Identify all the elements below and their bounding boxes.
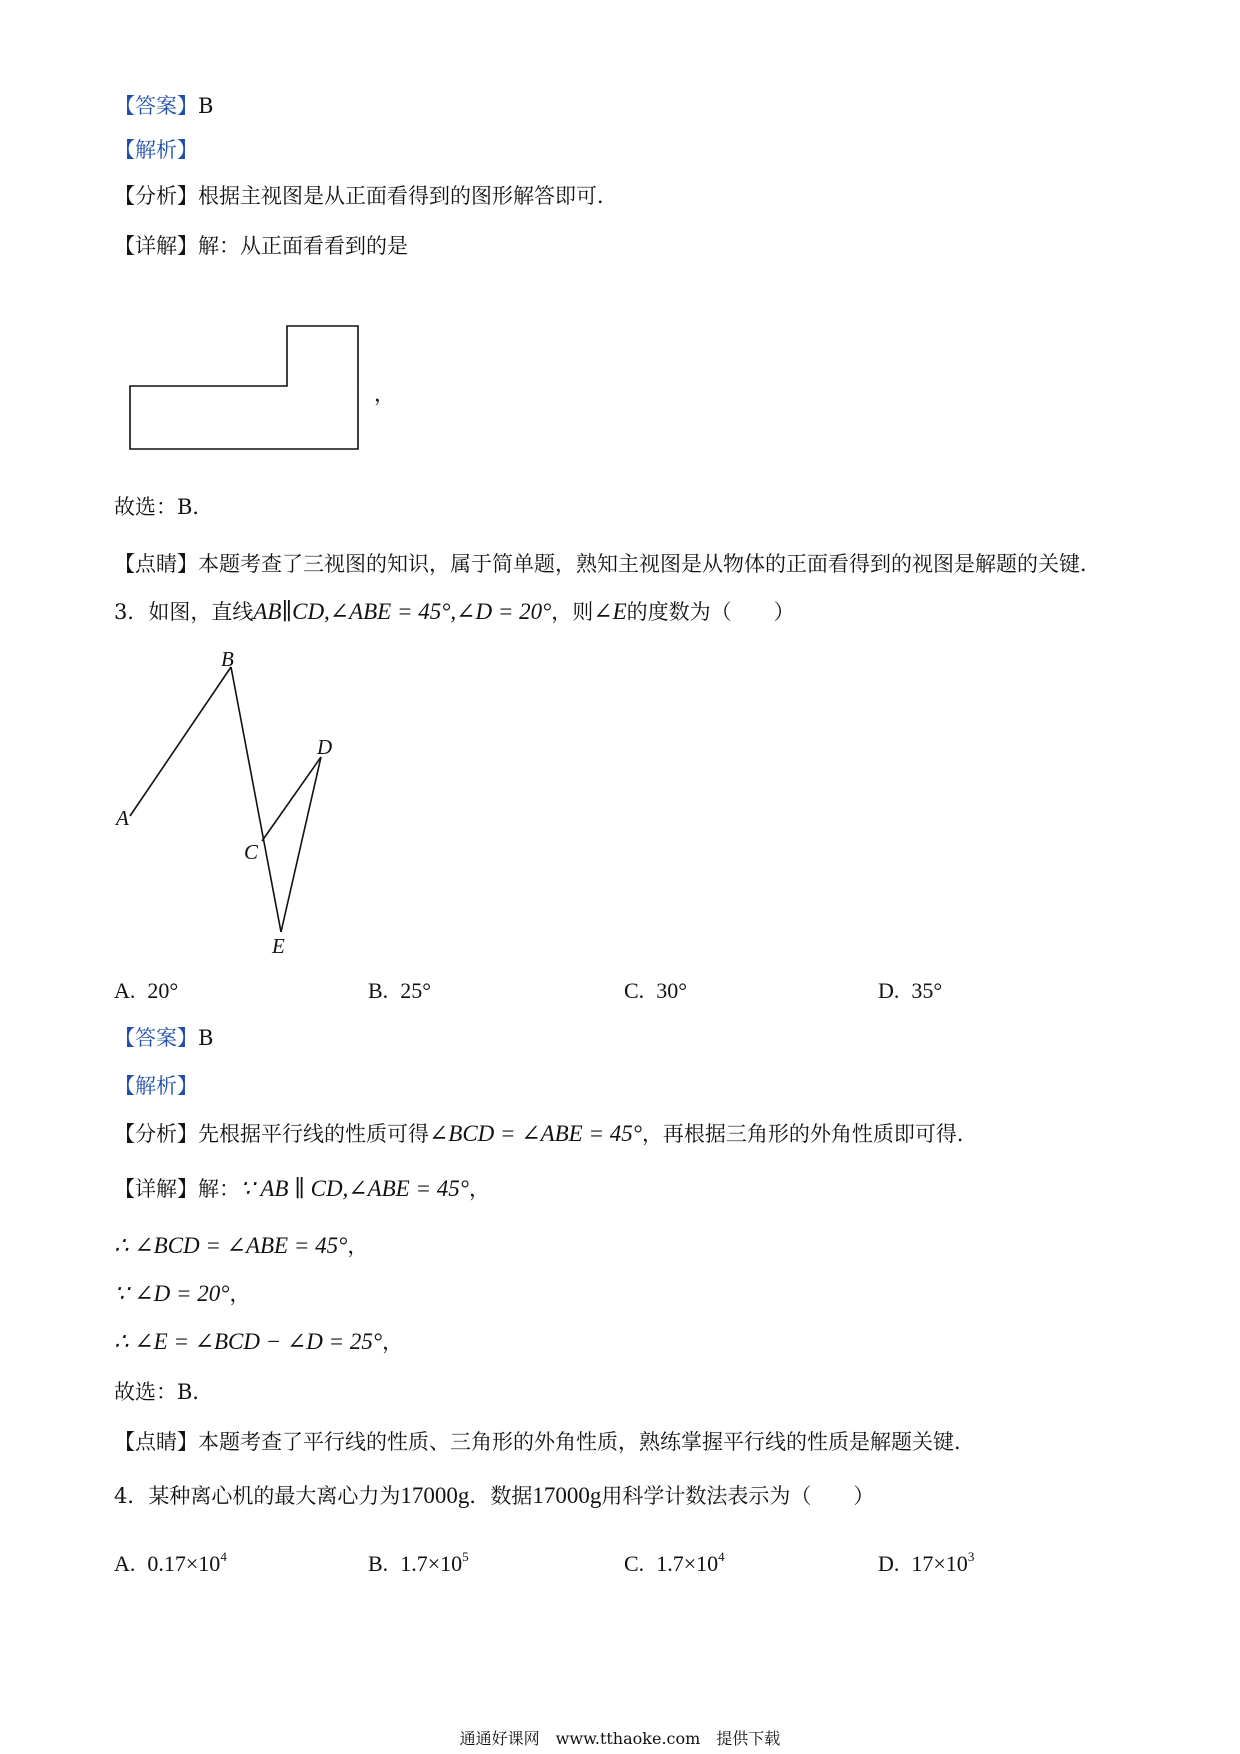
q2-fenxi-text: 根据主视图是从正面看得到的图形解答即可． — [198, 184, 618, 208]
q3-dianjing-line — [114, 1428, 975, 1456]
q3-xiangjie-post: ， — [468, 1177, 490, 1201]
q2-dianjing-text: 本题考查了三视图的知识，属于简单题，熟知主视图是从物体的正面看得到的视图是解题的关键． — [198, 552, 1101, 576]
q3-dianjing-text: 本题考查了平行线的性质、三角形的外角性质，熟练掌握平行线的性质是解题关键． — [198, 1430, 975, 1454]
q3-xiangjie-line — [114, 1175, 490, 1203]
q3-option-b-value: 25° — [400, 978, 431, 1003]
q3-answer-line — [114, 1024, 213, 1052]
q3-step-3-math: ∴ ∠E = ∠BCD − ∠D = 25° — [114, 1329, 383, 1354]
q4-option-b-base: 1.7×10 — [400, 1551, 463, 1576]
q3-option-b[interactable] — [368, 977, 431, 1005]
segment-ab — [130, 667, 231, 816]
segment-be — [231, 667, 281, 932]
label-b: B — [221, 647, 234, 671]
q3-option-d-label: D. — [878, 978, 900, 1003]
q4-stem-val1: 17000g — [400, 1483, 470, 1508]
q3-guxuan: 故选：B． — [114, 1380, 214, 1404]
q4-option-a[interactable] — [114, 1550, 227, 1578]
q3-xiangjie-math: ∵ AB ∥ CD,∠ABE = 45° — [240, 1176, 469, 1201]
q3-stem-prefix: 3．如图，直线 — [114, 600, 254, 624]
q2-dianjing-tag: 【点睛】 — [114, 552, 198, 576]
q3-step-1-math: ∴ ∠BCD = ∠ABE = 45° — [114, 1233, 348, 1258]
q3-option-d-value: 35° — [911, 978, 943, 1003]
q3-step-3 — [114, 1328, 403, 1356]
q2-jiexi-tag: 【解析】 — [114, 138, 198, 162]
q3-dianjing-tag: 【点睛】 — [114, 1430, 198, 1454]
q3-step-2 — [114, 1280, 250, 1308]
q2-fenxi-tag: 【分析】 — [114, 184, 198, 208]
q3-option-a-label: A. — [114, 978, 136, 1003]
q3-fenxi-tag: 【分析】 — [114, 1122, 198, 1146]
q3-fenxi-post: ，再根据三角形的外角性质即可得． — [641, 1122, 978, 1146]
q3-answer-tag: 【答案】 — [114, 1026, 198, 1050]
segment-de — [281, 757, 321, 932]
q3-stem-math2: ∠E — [593, 599, 627, 624]
q3-option-b-label: B. — [368, 978, 389, 1003]
q3-step-3-post: ， — [382, 1330, 404, 1354]
q3-option-a[interactable] — [114, 977, 178, 1005]
q2-front-view-figure — [0, 0, 1240, 480]
q4-stem-prefix: 4．某种离心机的最大离心力为 — [114, 1484, 401, 1508]
q4-option-d-exp: 3 — [967, 1549, 975, 1564]
label-d: D — [317, 735, 333, 759]
q3-jiexi-tag: 【解析】 — [114, 1074, 198, 1098]
q2-dianjing-line — [114, 550, 1101, 578]
q3-jiexi — [114, 1072, 198, 1100]
q2-answer-tag: 【答案】 — [114, 94, 198, 118]
q3-option-a-value: 20° — [147, 978, 179, 1003]
q4-stem-mid: ．数据 — [469, 1484, 533, 1508]
q3-step-1-post: ， — [347, 1234, 369, 1258]
q4-option-b[interactable] — [368, 1550, 469, 1578]
q4-option-c-base: 1.7×10 — [656, 1551, 719, 1576]
q3-step-2-post: ， — [229, 1282, 251, 1306]
q4-option-c-label: C. — [624, 1551, 645, 1576]
q4-stem — [114, 1482, 874, 1510]
q3-option-c-label: C. — [624, 978, 645, 1003]
q3-option-c[interactable] — [624, 977, 687, 1005]
q3-stem-math: AB∥CD,∠ABE = 45°,∠D = 20° — [253, 599, 552, 624]
q4-option-a-label: A. — [114, 1551, 136, 1576]
q2-figure-comma: ， — [374, 382, 395, 406]
q4-stem-suffix: 用科学计数法表示为（ ） — [601, 1484, 875, 1508]
q3-step-1 — [114, 1232, 368, 1260]
q4-option-a-exp: 4 — [220, 1549, 227, 1564]
q2-answer-value: B — [198, 94, 214, 118]
label-c: C — [244, 840, 259, 864]
q3-stem — [114, 598, 795, 626]
q3-xiangjie-pre: 解： — [198, 1177, 240, 1201]
q3-step-2-math: ∵ ∠D = 20° — [114, 1281, 230, 1306]
q2-guxuan: 故选：B． — [114, 495, 214, 519]
q3-stem-mid: ，则 — [551, 600, 594, 624]
label-e: E — [272, 934, 285, 958]
q3-fenxi-pre: 先根据平行线的性质可得 — [198, 1122, 429, 1146]
label-a: A — [116, 806, 129, 830]
q4-option-d-base: 17×10 — [911, 1551, 968, 1576]
q3-fenxi-line — [114, 1120, 978, 1148]
q4-option-d[interactable] — [878, 1550, 974, 1578]
q3-option-c-value: 30° — [656, 978, 687, 1003]
q4-option-b-exp: 5 — [462, 1549, 469, 1564]
q3-stem-suffix: 的度数为（ ） — [626, 600, 795, 624]
q3-answer-value: B — [198, 1026, 214, 1050]
q4-option-d-label: D. — [878, 1551, 900, 1576]
page-footer: 通通好课网 www.tthaoke.com 提供下载 — [459, 1729, 781, 1748]
q4-option-a-base: 0.17×10 — [147, 1551, 221, 1576]
q4-option-b-label: B. — [368, 1551, 389, 1576]
q3-geometry-figure — [0, 640, 420, 960]
q3-fenxi-math: ∠BCD = ∠ABE = 45° — [429, 1121, 642, 1146]
q2-xiangjie-tag: 【详解】 — [114, 234, 198, 258]
front-view-outline — [130, 326, 358, 449]
q4-option-c[interactable] — [624, 1550, 725, 1578]
q3-xiangjie-tag: 【详解】 — [114, 1177, 198, 1201]
q4-option-c-exp: 4 — [718, 1549, 725, 1564]
q2-xiangjie-text: 解：从正面看看到的是 — [198, 234, 408, 258]
q3-option-d[interactable] — [878, 977, 942, 1005]
q4-stem-val2: 17000g — [532, 1483, 602, 1508]
